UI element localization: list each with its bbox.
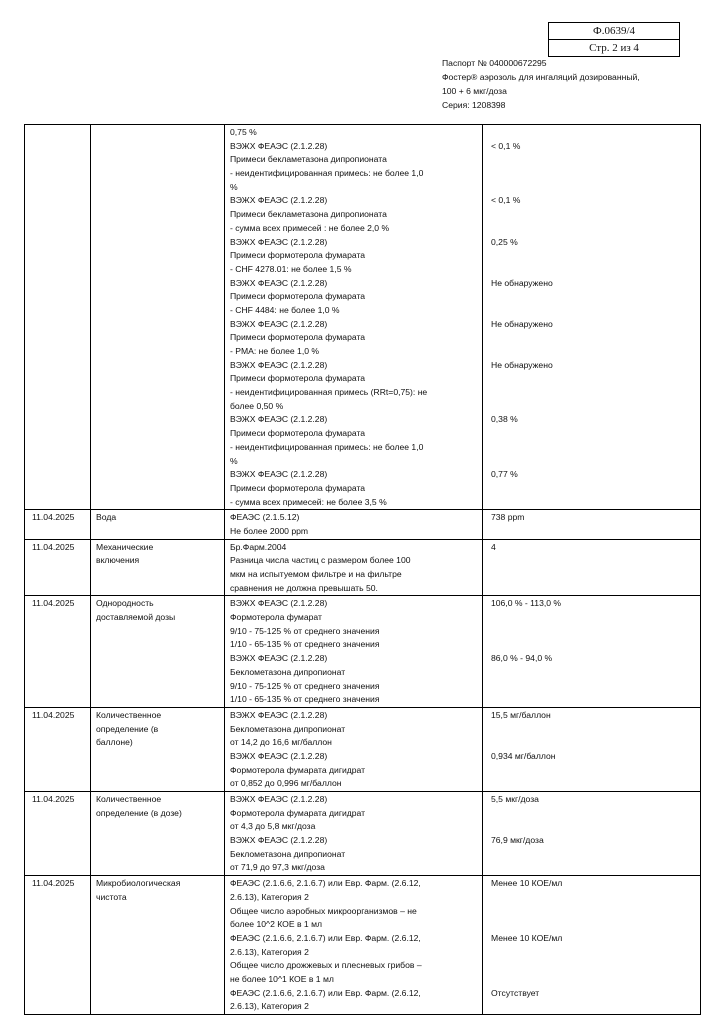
test-name-line: Однородность xyxy=(96,598,154,609)
specification-line: Примеси бекламетазона дипропионата xyxy=(230,154,387,165)
cell-result xyxy=(483,876,701,1015)
specification-line: - неидентифицированная примесь (RRt=0,75): не xyxy=(230,387,428,398)
specification-line: ВЭЖХ ФЕАЭС (2.1.2.28) xyxy=(230,794,328,804)
result-line: 76,9 мкг/доза xyxy=(491,835,544,846)
date-text: 11.04.2025 xyxy=(32,878,75,889)
cell-result xyxy=(483,596,701,708)
specification-line: ВЭЖХ ФЕАЭС (2.1.2.28) xyxy=(230,318,328,329)
specification-line: Примеси формотерола фумарата xyxy=(230,373,366,384)
cell-test-name xyxy=(91,792,225,876)
specification-line: - CHF 4484: не более 1,0 % xyxy=(230,304,340,315)
result-line xyxy=(488,263,695,277)
test-name-line: определение (в дозе) xyxy=(96,807,182,818)
specification-line: мкм на испытуемом фильтре и на фильтре xyxy=(230,569,402,579)
result-line xyxy=(488,959,695,973)
specification-line: более 10^2 КОЕ в 1 мл xyxy=(230,919,322,930)
result-line: Менее 10 КОЕ/мл xyxy=(491,932,563,943)
cell-date xyxy=(25,707,91,791)
specification-line: Примеси формотерола фумарата xyxy=(230,428,366,439)
specification-line: ВЭЖХ ФЕАЭС (2.1.2.28) xyxy=(230,750,328,761)
specification-line: Общее число аэробных микроорганизмов – не xyxy=(230,905,417,916)
cell-result xyxy=(483,125,701,510)
date-text: 11.04.2025 xyxy=(32,709,75,720)
result-line xyxy=(488,441,695,455)
results-table xyxy=(24,124,701,1015)
page-number: Стр. 2 из 4 xyxy=(549,39,679,56)
specification-line: Бр.Фарм.2004 xyxy=(230,541,287,552)
result-line: < 0,1 % xyxy=(491,195,521,206)
result-line xyxy=(488,167,695,181)
cell-date xyxy=(25,596,91,708)
specification-line: ФЕАЭС (2.1.6.6, 2.1.6.7) или Евр. Фарм. (2.6.12, xyxy=(230,878,421,889)
specification-line: - сумма всех примесей: не более 3,5 % xyxy=(230,496,387,507)
result-line xyxy=(488,181,695,195)
specification-line: - неидентифицированная примесь: не более 1,0 xyxy=(230,168,424,179)
result-line: Не обнаружено xyxy=(491,277,553,288)
result-line xyxy=(488,304,695,318)
specification-line: 1/10 - 65-135 % от среднего значения xyxy=(230,694,380,705)
specification-line: 9/10 - 75-125 % от среднего значения xyxy=(230,680,380,691)
result-line: 4 xyxy=(491,541,496,552)
test-name-line: доставляемой дозы xyxy=(96,612,176,623)
specification-line: Общее число дрожжевых и плесневых грибов – xyxy=(230,960,422,971)
result-line xyxy=(488,126,695,140)
test-name-line: чистота xyxy=(96,891,127,902)
specification-line: более 0,50 % xyxy=(230,400,284,411)
table-row xyxy=(25,792,701,876)
result-line: Не обнаружено xyxy=(491,318,553,329)
passport-line: 100 + 6 мкг/доза xyxy=(442,86,507,96)
date-text: 11.04.2025 xyxy=(32,794,75,804)
specification-line: ФЕАЭС (2.1.6.6, 2.1.6.7) или Евр. Фарм. (2.6.12, xyxy=(230,987,421,998)
cell-test-name xyxy=(91,539,225,596)
cell-specification xyxy=(225,876,483,1015)
result-line xyxy=(488,807,695,821)
cell-specification xyxy=(225,125,483,510)
specification-line: Разница числа частиц с размером более 100 xyxy=(230,555,411,566)
passport-line: Серия: 1208398 xyxy=(442,100,506,110)
specification-line: не более 10^1 КОЕ в 1 мл xyxy=(230,973,334,984)
result-line: 5,5 мкг/доза xyxy=(491,794,539,804)
result-line: 0,25 % xyxy=(491,236,518,247)
result-line: 0,38 % xyxy=(491,414,518,425)
specification-line: ВЭЖХ ФЕАЭС (2.1.2.28) xyxy=(230,414,328,425)
specification-line: Не более 2000 ppm xyxy=(230,525,309,536)
date-text: 11.04.2025 xyxy=(32,512,75,523)
specification-line: 0,75 % xyxy=(230,127,257,137)
result-line xyxy=(488,427,695,441)
result-line xyxy=(488,345,695,359)
result-line xyxy=(488,386,695,400)
result-line: < 0,1 % xyxy=(491,140,521,151)
result-line xyxy=(488,455,695,469)
cell-specification xyxy=(225,792,483,876)
cell-date xyxy=(25,125,91,510)
cell-date xyxy=(25,510,91,539)
specification-line: ВЭЖХ ФЕАЭС (2.1.2.28) xyxy=(230,140,328,151)
specification-line: - сумма всех примесей : не более 2,0 % xyxy=(230,222,390,233)
result-line xyxy=(488,736,695,750)
table-row xyxy=(25,596,701,708)
specification-line: ВЭЖХ ФЕАЭС (2.1.2.28) xyxy=(230,653,328,664)
specification-line: Примеси бекламетазона дипропионата xyxy=(230,209,387,220)
specification-line: 2.6.13), Категория 2 xyxy=(230,891,309,902)
passport-line: Фостер® аэрозоль для ингаляций дозированный, xyxy=(442,72,640,82)
result-line xyxy=(488,496,695,510)
specification-line: Формотерола фумарата дигидрат xyxy=(230,807,366,818)
form-code: Ф.0639/4 xyxy=(593,25,635,37)
form-code-box xyxy=(548,22,680,57)
cell-test-name xyxy=(91,596,225,708)
specification-line: 1/10 - 65-135 % от среднего значения xyxy=(230,639,380,650)
cell-specification xyxy=(225,539,483,596)
specification-line: ВЭЖХ ФЕАЭС (2.1.2.28) xyxy=(230,236,328,247)
result-line xyxy=(488,331,695,345)
specification-line: 9/10 - 75-125 % от среднего значения xyxy=(230,625,380,636)
result-line xyxy=(488,372,695,386)
specification-line: ВЭЖХ ФЕАЭС (2.1.2.28) xyxy=(230,598,328,609)
result-line: 738 ppm xyxy=(491,512,525,523)
result-line xyxy=(488,625,695,639)
test-name-line: определение (в xyxy=(96,723,159,734)
result-line xyxy=(488,723,695,737)
result-line xyxy=(488,820,695,834)
specification-line: ФЕАЭС (2.1.6.6, 2.1.6.7) или Евр. Фарм. (2.6.12, xyxy=(230,932,421,943)
result-line: Отсутствует xyxy=(491,987,540,998)
passport-line: Паспорт № 040000672295 xyxy=(442,58,547,68)
specification-line: Формотерола фумарат xyxy=(230,612,322,623)
cell-test-name xyxy=(91,125,225,510)
cell-result xyxy=(483,510,701,539)
result-line: 86,0 % - 94,0 % xyxy=(491,653,553,664)
specification-line: ВЭЖХ ФЕАЭС (2.1.2.28) xyxy=(230,359,328,370)
specification-line: от 71,9 до 97,3 мкг/доза xyxy=(230,862,325,873)
result-line xyxy=(488,946,695,960)
specification-line: сравнения не должна превышать 50. xyxy=(230,582,378,593)
table-row xyxy=(25,510,701,539)
specification-line: от 0,852 до 0,996 мг/баллон xyxy=(230,778,342,789)
result-line: 15,5 мг/баллон xyxy=(491,709,551,720)
specification-line: Примеси формотерола фумарата xyxy=(230,250,366,261)
passport-header xyxy=(442,56,640,112)
result-line xyxy=(488,208,695,222)
result-line: Менее 10 КОЕ/мл xyxy=(491,878,563,889)
cell-result xyxy=(483,707,701,791)
test-name-line: Вода xyxy=(96,512,117,523)
result-line xyxy=(488,482,695,496)
result-line xyxy=(488,222,695,236)
specification-line: Примеси формотерола фумарата xyxy=(230,291,366,302)
result-line xyxy=(488,290,695,304)
result-line xyxy=(488,638,695,652)
result-line: Не обнаружено xyxy=(491,359,553,370)
cell-date xyxy=(25,792,91,876)
specification-line: ВЭЖХ ФЕАЭС (2.1.2.28) xyxy=(230,709,328,720)
specification-line: ФЕАЭС (2.1.5.12) xyxy=(230,512,300,523)
specification-line: - CHF 4278.01: не более 1,5 % xyxy=(230,263,352,274)
table-row xyxy=(25,876,701,1015)
specification-line: - PMA: не более 1,0 % xyxy=(230,346,320,356)
result-line xyxy=(488,891,695,905)
test-name-line: Механические xyxy=(96,541,154,552)
result-line xyxy=(488,400,695,414)
result-line: 106,0 % - 113,0 % xyxy=(491,598,562,609)
date-text: 11.04.2025 xyxy=(32,598,75,609)
test-name-line: Количественное xyxy=(96,709,162,720)
date-text xyxy=(32,126,85,140)
specification-line: Примеси формотерола фумарата xyxy=(230,482,366,493)
result-line: 0,934 мг/баллон xyxy=(491,750,556,761)
result-line xyxy=(488,249,695,263)
date-text: 11.04.2025 xyxy=(32,541,75,552)
table-row xyxy=(25,125,701,510)
specification-line: ВЭЖХ ФЕАЭС (2.1.2.28) xyxy=(230,469,328,480)
cell-specification xyxy=(225,596,483,708)
result-line: 0,77 % xyxy=(491,469,518,480)
cell-result xyxy=(483,792,701,876)
cell-specification xyxy=(225,707,483,791)
test-name-line: включения xyxy=(96,555,140,566)
result-line xyxy=(488,905,695,919)
specification-line: ВЭЖХ ФЕАЭС (2.1.2.28) xyxy=(230,195,328,206)
cell-date xyxy=(25,539,91,596)
cell-specification xyxy=(225,510,483,539)
specification-line: Беклометазона дипропионат xyxy=(230,723,346,734)
result-line xyxy=(488,973,695,987)
specification-line: Формотерола фумарата дигидрат xyxy=(230,764,366,775)
cell-test-name xyxy=(91,876,225,1015)
cell-date xyxy=(25,876,91,1015)
specification-line: 2.6.13), Категория 2 xyxy=(230,1001,309,1012)
result-line xyxy=(488,918,695,932)
specification-line: % xyxy=(230,181,238,192)
specification-line: ВЭЖХ ФЕАЭС (2.1.2.28) xyxy=(230,277,328,288)
cell-result xyxy=(483,539,701,596)
specification-line: Беклометазона дипропионат xyxy=(230,848,346,859)
table-row xyxy=(25,539,701,596)
result-line xyxy=(488,611,695,625)
test-name-line: баллоне) xyxy=(96,737,133,748)
table-row xyxy=(25,707,701,791)
cell-test-name xyxy=(91,510,225,539)
specification-line: от 14,2 до 16,6 мг/баллон xyxy=(230,737,332,748)
specification-line: от 4,3 до 5,8 мкг/доза xyxy=(230,821,316,832)
test-name-line: Микробиологическая xyxy=(96,878,181,889)
result-line xyxy=(488,153,695,167)
cell-test-name xyxy=(91,707,225,791)
specification-line: Примеси формотерола фумарата xyxy=(230,332,366,343)
specification-line: - неидентифицированная примесь: не более 1,0 xyxy=(230,441,424,452)
specification-line: % xyxy=(230,455,238,466)
specification-line: 2.6.13), Категория 2 xyxy=(230,946,309,957)
test-name-line: Количественное xyxy=(96,794,162,804)
specification-line: Беклометазона дипропионат xyxy=(230,666,346,677)
specification-line: ВЭЖХ ФЕАЭС (2.1.2.28) xyxy=(230,835,328,846)
